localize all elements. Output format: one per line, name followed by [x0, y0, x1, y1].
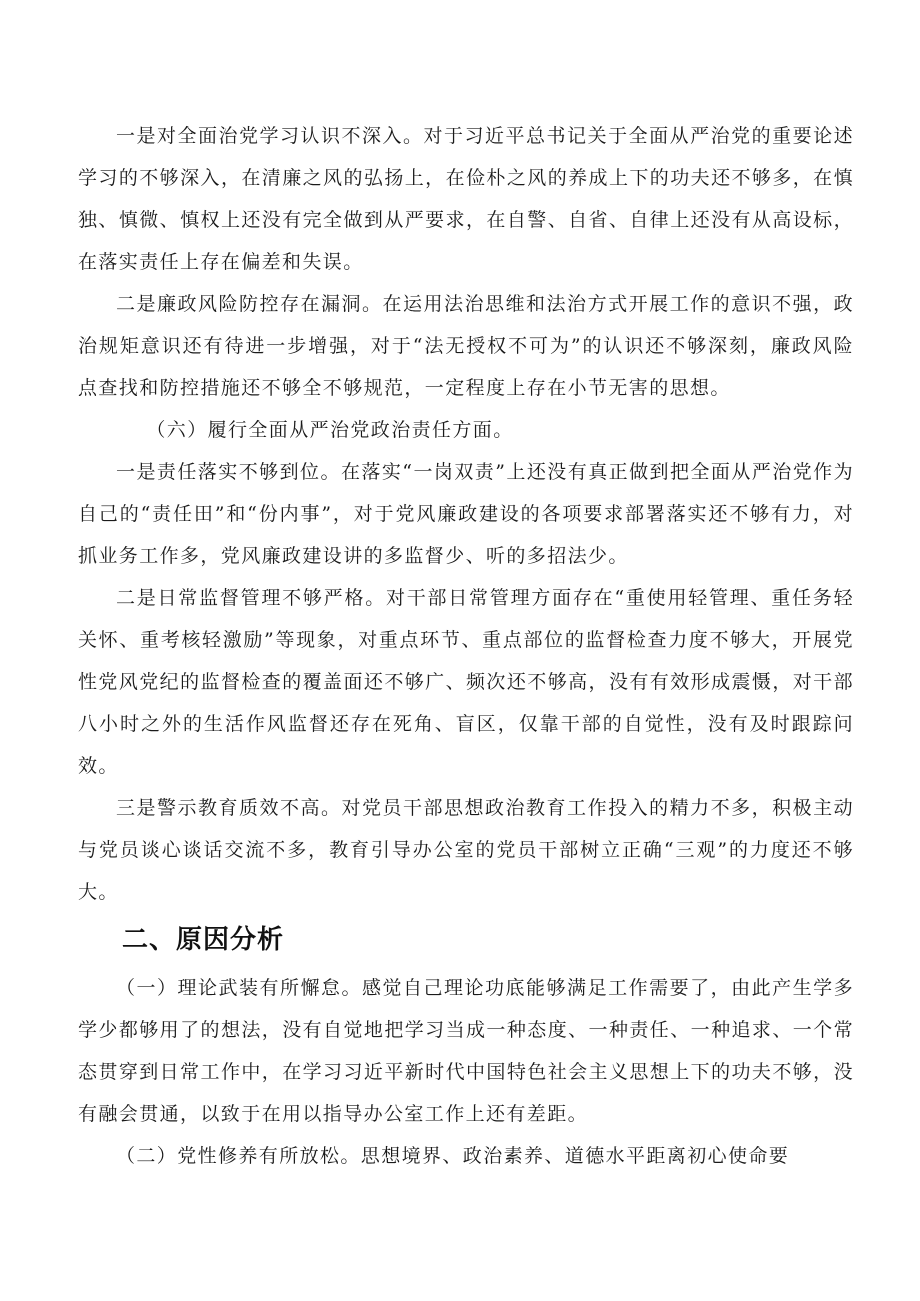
- paragraph-party-spirit-cultivation: （二）党性修养有所放松。思想境界、政治素养、道德水平距离初心使命要: [116, 1145, 790, 1167]
- document-body: [78, 115, 854, 1177]
- paragraph-responsibility-implementation: 一是责任落实不够到位。在落实“一岗双责”上还没有真正做到把全面从严治党作为自己的“责任田”和“份内事”，对于党风廉政建设的各项要求部署落实还不够有力，对抓业务工作多，党风廉政建设讲的多监督少、听的多招法少。: [78, 461, 854, 567]
- paragraph-theory-armament: （一）理论武装有所懈怠。感觉自己理论功底能够满足工作需要了，由此产生学多学少都够用了的想法，没有自觉地把学习当成一种态度、一种责任、一种追求、一个常态贯穿到日常工作中，在学习习近平新时代中国特色社会主义思想上下的功夫不够，没有融会贯通，以致于在用以指导办公室工作上还有差距。: [78, 977, 854, 1125]
- paragraph-warning-education: 三是警示教育质效不高。对党员干部思想政治教育工作投入的精力不多，积极主动与党员谈心谈话交流不多，教育引导办公室的党员干部树立正确“三观”的力度还不够大。: [78, 797, 854, 903]
- paragraph-integrity-risk-control: 二是廉政风险防控存在漏洞。在运用法治思维和法治方式开展工作的意识不强，政治规矩意识还有待进一步增强，对于“法无授权不可为”的认识还不够深刻，廉政风险点查找和防控措施还不够全不够规范，一定程度上存在小节无害的思想。: [78, 293, 854, 399]
- section-heading-cause-analysis: 二、原因分析: [122, 925, 285, 955]
- paragraph-daily-supervision: 二是日常监督管理不够严格。对干部日常管理方面存在“重使用轻管理、重任务轻关怀、重考核轻激励”等现象，对重点环节、重点部位的监督检查力度不够大，开展党性党风党纪的监督检查的覆盖面还不够广、频次还不够高，没有有效形成震慑，对干部八小时之外的生活作风监督还存在死角、盲区，仅靠干部的自觉性，没有及时跟踪问效。: [78, 587, 854, 777]
- paragraph-full-party-governance-study: 一是对全面治党学习认识不深入。对于习近平总书记关于全面从严治党的重要论述学习的不够深入，在清廉之风的弘扬上，在俭朴之风的养成上下的功夫还不够多，在慎独、慎微、慎权上还没有完全做到从严要求，在自警、自省、自律上还没有从高设标，在落实责任上存在偏差和失误。: [78, 125, 854, 273]
- section-subtitle-responsibility: （六）履行全面从严治党政治责任方面。: [146, 419, 514, 441]
